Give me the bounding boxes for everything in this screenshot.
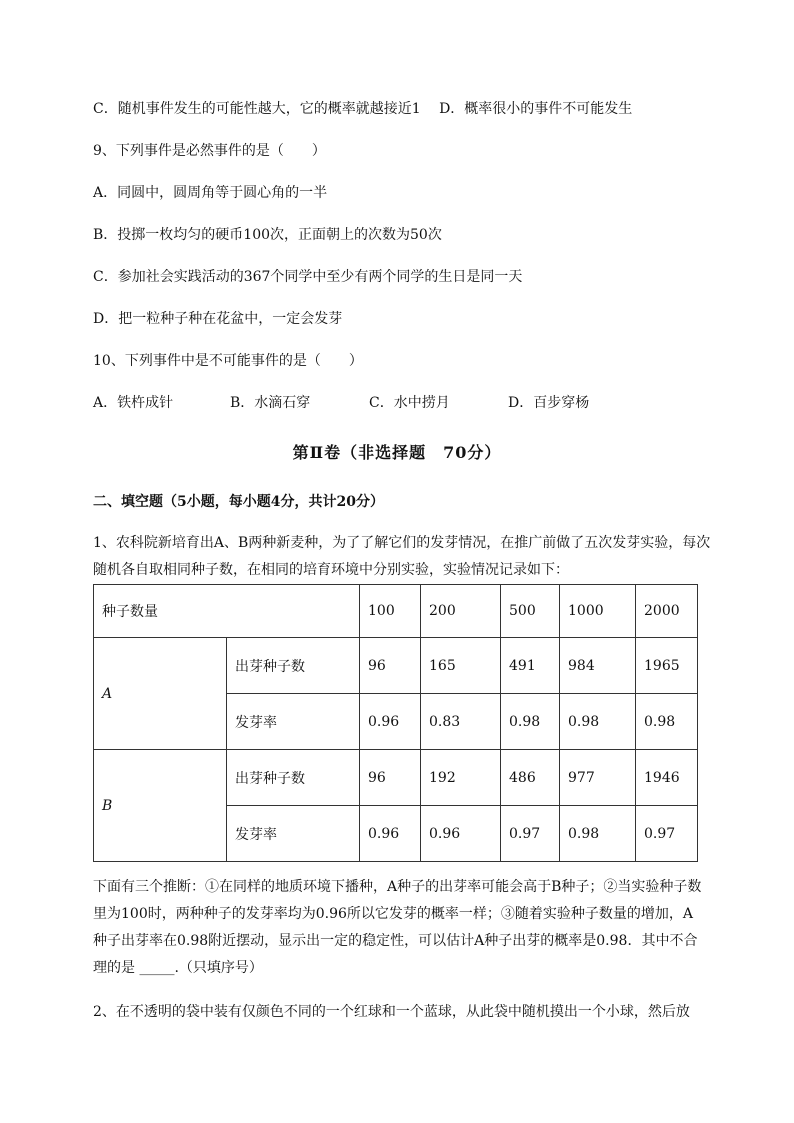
fill-1-conclusion-line-1: 下面有三个推断：①在同样的地质环境下播种，A种子的出芽率可能会高于B种子；②当实验种子数 [93,879,702,895]
table-cell: 491 [501,638,560,694]
table-row [94,750,698,806]
fill-2-stem: 2、在不透明的袋中装有仅颜色不同的一个红球和一个蓝球，从此袋中随机摸出一个小球，然后放 [93,1004,690,1020]
table-group-label: B [94,750,227,862]
table-header-row [94,585,698,638]
fill-1-conclusion [93,874,703,982]
table-row-label: 出芽种子数 [227,750,360,806]
fill-1-intro-line-2: 随机各自取相同种子数，在相同的培育环境中分别实验，实验情况记录如下： [93,562,569,578]
table-cell: 96 [360,750,421,806]
table-group-label: A [94,638,227,750]
question-10-option-b: B．水滴石穿 [230,395,311,411]
table-row-label: 发芽率 [227,806,360,862]
germination-table [93,584,698,862]
question-9-stem: 9、下列事件是必然事件的是（ ） [93,143,326,159]
table-cell: 0.96 [421,806,501,862]
table-cell: 0.97 [501,806,560,862]
table-cell: 0.96 [360,694,421,750]
table-header-cell: 2000 [636,585,698,638]
fill-in-section-heading: 二、填空题（5小题，每小题4分，共计20分） [93,494,384,510]
question-10-option-a: A．铁杵成针 [93,395,174,411]
table-cell: 96 [360,638,421,694]
table-row-label: 发芽率 [227,694,360,750]
table-cell: 1965 [636,638,698,694]
question-9-option-d: D．把一粒种子种在花盆中，一定会发芽 [93,311,343,327]
fill-1-conclusion-line-4: 理的是 _____.（只填序号） [93,960,263,976]
table-cell: 0.98 [636,694,698,750]
question-10-option-c: C．水中捞月 [369,395,450,411]
question-10-option-d: D．百步穿杨 [508,395,590,411]
question-8-options-cd: C．随机事件发生的可能性越大，它的概率就越接近1 D．概率很小的事件不可能发生 [93,101,633,117]
table-cell: 486 [501,750,560,806]
table-cell: 0.96 [360,806,421,862]
part-2-title: 第Ⅱ卷（非选择题 70分） [292,443,502,462]
fill-1-intro-line-1: 1、农科院新培育出A、B两种新麦种，为了了解它们的发芽情况，在推广前做了五次发芽实验，每次 [93,535,711,551]
table-row [94,638,698,694]
table-header-cell: 100 [360,585,421,638]
question-9-option-c: C．参加社会实践活动的367个同学中至少有两个同学的生日是同一天 [93,269,523,285]
table-cell: 192 [421,750,501,806]
question-9-option-a: A．同圆中，圆周角等于圆心角的一半 [93,185,328,201]
table-cell: 0.83 [421,694,501,750]
question-9-option-b: B．投掷一枚均匀的硬币100次，正面朝上的次数为50次 [93,227,442,243]
table-row-label: 出芽种子数 [227,638,360,694]
table-header-label: 种子数量 [94,585,360,638]
table-cell: 165 [421,638,501,694]
table-cell: 0.98 [501,694,560,750]
fill-1-conclusion-line-2: 里为100时，两种种子的发芽率均为0.96所以它发芽的概率一样；③随着实验种子数量的增加，A [93,906,694,922]
table-header-cell: 200 [421,585,501,638]
fill-1-conclusion-line-3: 种子出芽率在0.98附近摆动，显示出一定的稳定性，可以估计A种子出芽的概率是0.98．其中不合 [93,933,698,949]
table-header-cell: 1000 [560,585,636,638]
table-cell: 0.98 [560,694,636,750]
table-cell: 1946 [636,750,698,806]
table-cell: 984 [560,638,636,694]
table-cell: 0.98 [560,806,636,862]
table-cell: 977 [560,750,636,806]
table-cell: 0.97 [636,806,698,862]
question-10-stem: 10、下列事件中是不可能事件的是（ ） [93,353,363,369]
table-header-cell: 500 [501,585,560,638]
